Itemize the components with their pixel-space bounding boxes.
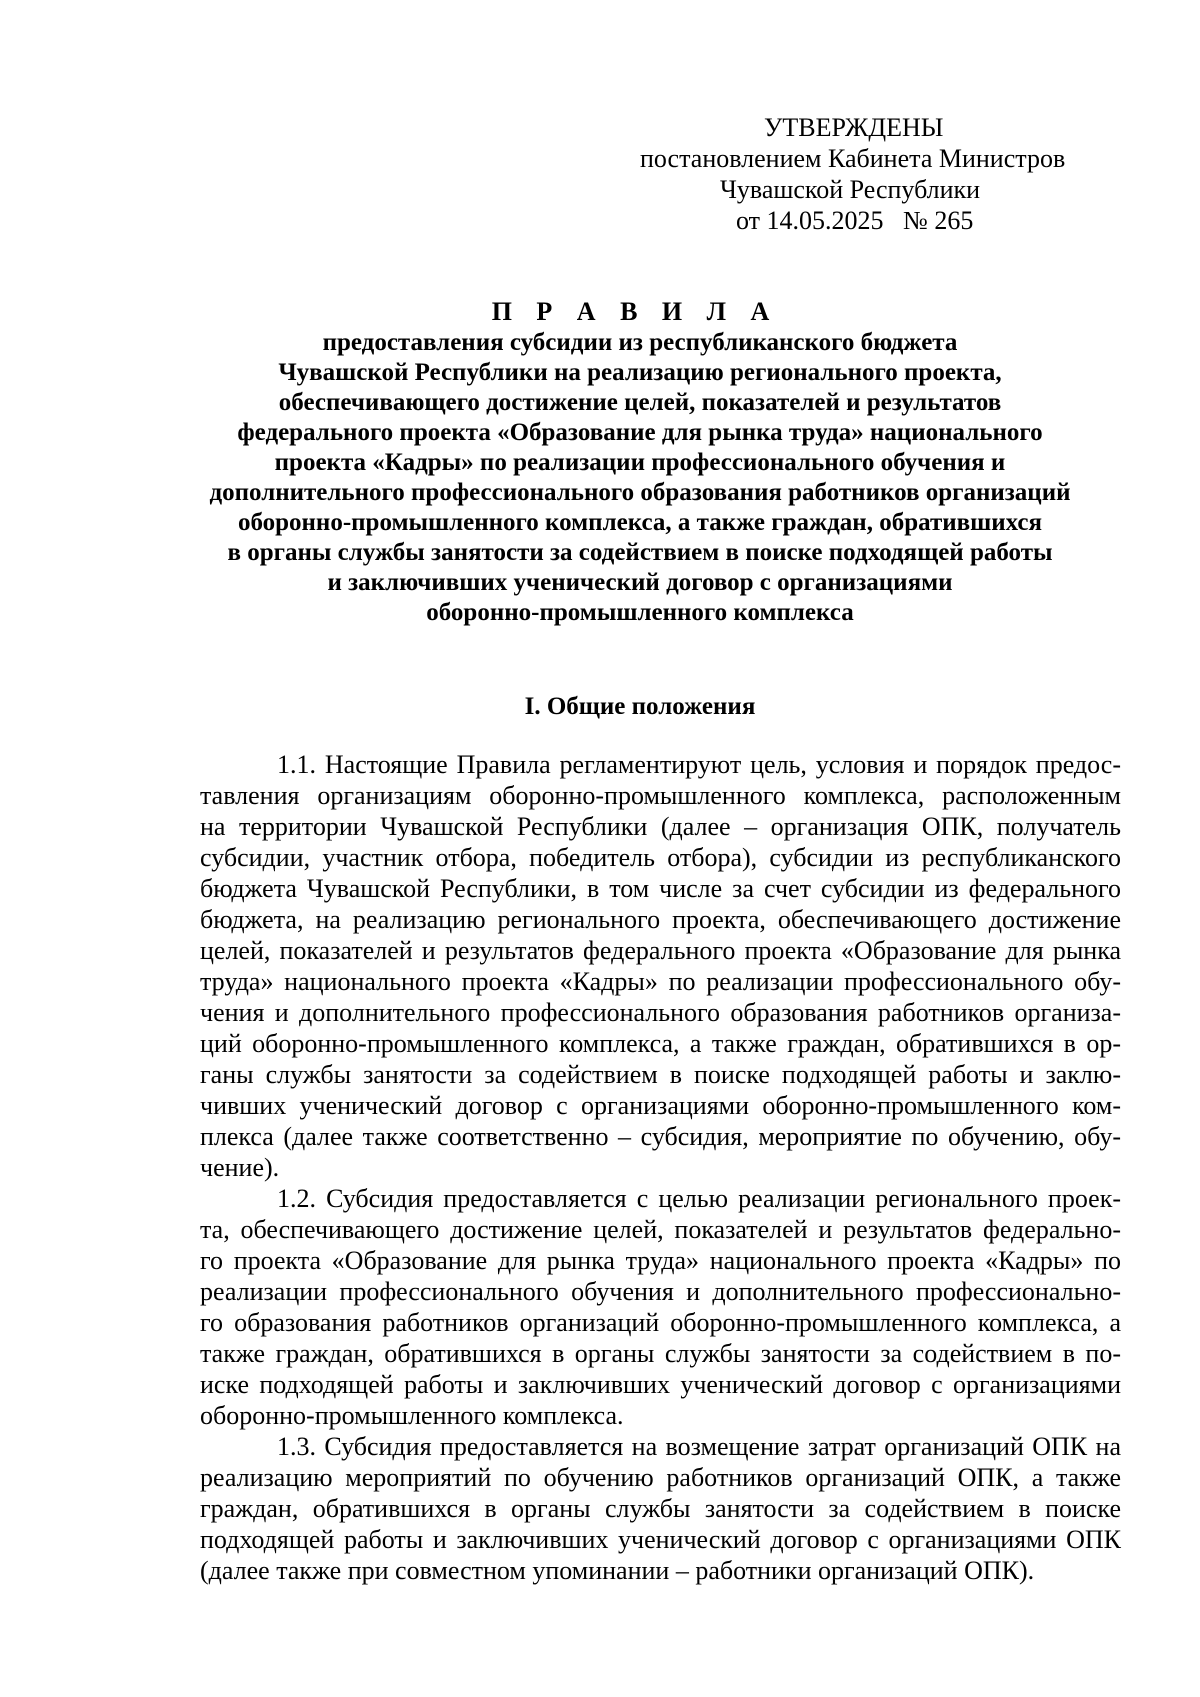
paragraph-1-2-line: та, обеспечивающего достижение целей, показателей и результатов федерально- [200,1215,1121,1244]
approval-line-3: Чувашской Республики [720,175,981,204]
subtitle-line: оборонно-промышленного комплекса, а также граждан, обратившихся [237,509,1043,536]
paragraph-1-3-line: граждан, обратившихся в органы службы занятости за содействием в поиске [200,1494,1121,1523]
paragraph-1-1-line: чения и дополнительного профессионального образования работников организа- [200,998,1121,1027]
paragraph-1-1-line: труда» национального проекта «Кадры» по реализации профессионального обу- [200,967,1121,996]
paragraph-1-1-line: чивших ученический договор с организациями оборонно-промышленного ком- [200,1091,1121,1120]
paragraph-1-1-line: тавления организациям оборонно-промышленного комплекса, расположенным [200,781,1121,810]
paragraph-1-1-line: плекса (далее также соответственно – субсидия, мероприятие по обучению, обу- [200,1122,1121,1151]
paragraph-1-1-line: ганы службы занятости за содействием в поиске подходящей работы и заклю- [200,1060,1121,1089]
paragraph-1-1-line: 1.1. Настоящие Правила регламентируют цель, условия и порядок предос- [277,750,1121,779]
subtitle-line: предоставления субсидии из республиканского бюджета [322,329,958,356]
paragraph-1-1-line: бюджета Чувашской Республики, в том числе за счет субсидии из федерального [200,874,1121,903]
section-heading: I. Общие положения [524,693,756,720]
subtitle-line: проекта «Кадры» по реализации профессионального обучения и [274,449,1006,476]
approval-stamp [640,112,1120,236]
paragraph-1-2-line: го образования работников организаций оборонно-промышленного комплекса, а [200,1308,1121,1337]
approval-line-1: УТВЕРЖДЕНЫ [764,113,944,142]
subtitle-line: оборонно-промышленного комплекса [426,599,854,626]
paragraph-1-2-line: реализации профессионального обучения и дополнительного профессионально- [200,1277,1121,1306]
subtitle-line: дополнительного профессионального образования работников организаций [209,479,1071,506]
paragraph-1-1-line: чение). [200,1153,280,1182]
document-subtitle [150,328,1130,628]
paragraph-1-1-line: целей, показателей и результатов федерального проекта «Образование для рынка [200,936,1121,965]
paragraph-1-1-line: бюджета, на реализацию регионального проекта, обеспечивающего достижение [200,905,1121,934]
subtitle-line: федерального проекта «Образование для рынка труда» национального [237,419,1043,446]
paragraph-1-2-line: го проекта «Образование для рынка труда» национального проекта «Кадры» по [200,1246,1121,1275]
approval-line-4: от 14.05.2025 № 265 [736,206,974,235]
paragraph-1-2-line: также граждан, обратившихся в органы службы занятости за содействием в по- [200,1339,1121,1368]
paragraph-1-3-line: подходящей работы и заключивших ученический договор с организациями ОПК [200,1525,1121,1554]
subtitle-line: и заключивших ученический договор с организациями [327,569,953,596]
paragraph-1-2-line: оборонно-промышленного комплекса. [200,1401,624,1430]
section-body [200,749,1121,1586]
document-title: П Р А В И Л А [491,297,779,326]
paragraph-1-3-line: (далее также при совместном упоминании – работники организаций ОПК). [200,1556,1035,1585]
paragraph-1-1-line: на территории Чувашской Республики (далее – организация ОПК, получатель [200,812,1121,841]
paragraph-1-1-line: субсидии, участник отбора, победитель отбора), субсидии из республиканского [200,843,1121,872]
subtitle-line: в органы службы занятости за содействием в поиске подходящей работы [227,539,1053,566]
paragraph-1-1-line: ций оборонно-промышленного комплекса, а также граждан, обратившихся в ор- [200,1029,1121,1058]
paragraph-1-3-line: 1.3. Субсидия предоставляется на возмещение затрат организаций ОПК на [277,1432,1121,1461]
paragraph-1-2-line: 1.2. Субсидия предоставляется с целью реализации регионального проек- [277,1184,1121,1213]
subtitle-line: обеспечивающего достижение целей, показателей и результатов [278,389,1002,416]
paragraph-1-2-line: иске подходящей работы и заключивших ученический договор с организациями [200,1370,1121,1399]
approval-line-2: постановлением Кабинета Министров [640,144,1066,173]
subtitle-line: Чувашской Республики на реализацию регионального проекта, [278,359,1002,386]
paragraph-1-3-line: реализацию мероприятий по обучению работников организаций ОПК, а также [200,1463,1121,1492]
